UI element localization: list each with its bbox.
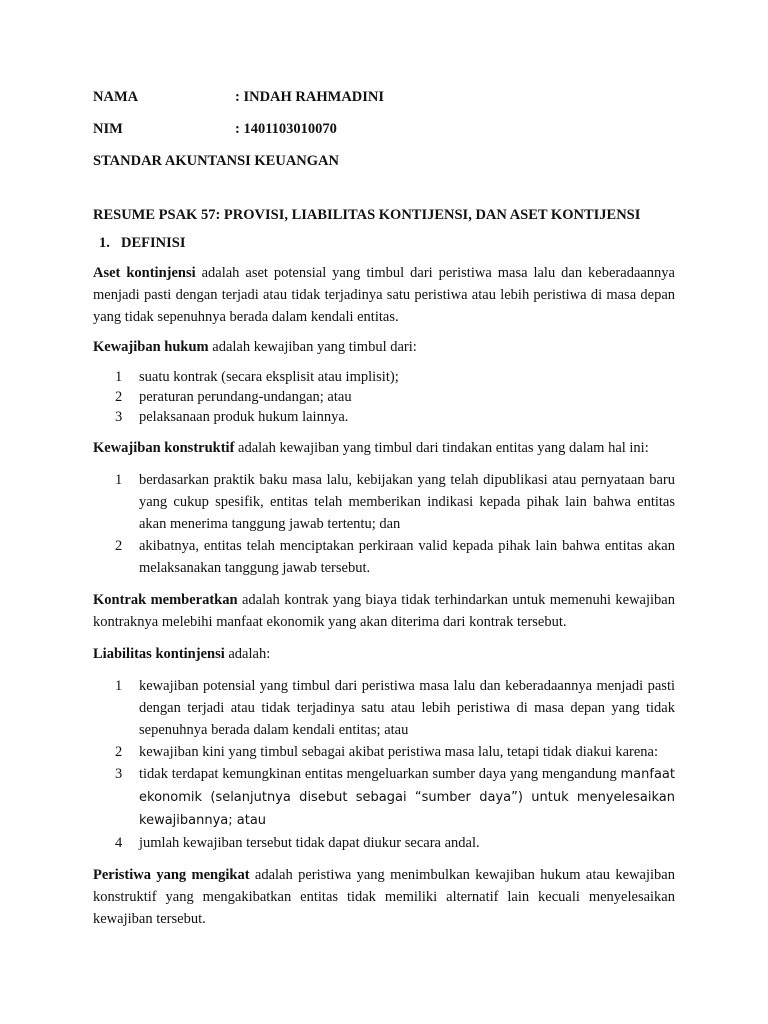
list-item: 4 jumlah kewajiban tersebut tidak dapat diukur secara andal. — [115, 835, 480, 851]
definition-text: adalah kewajiban yang timbul dari tindakan entitas yang dalam hal ini: — [234, 440, 649, 456]
definition-term: Kontrak memberatkan — [93, 592, 238, 608]
list-item: 1 kewajiban potensial yang timbul dari peristiwa masa lalu dan keberadaannya menjadi pasti dengan terjadi atau tidak terjadinya satu atau lebih peristiwa di masa depan yang tidak sepenuhnya berada dalam kendali entitas; atau — [115, 678, 675, 738]
definition-aset-kontinjensi — [93, 262, 675, 328]
definition-term: Liabilitas kontinjensi — [93, 646, 225, 662]
definition-term: Aset kontinjensi — [93, 265, 196, 281]
definition-liabilitas-kontinjensi — [93, 643, 675, 665]
name-value: : INDAH RAHMADINI — [235, 89, 385, 105]
definition-term: Peristiwa yang mengikat — [93, 867, 250, 883]
name-row — [93, 86, 675, 108]
nim-row — [93, 118, 675, 140]
section-number: 1. — [99, 235, 110, 251]
list-item: 3 tidak terdapat kemungkinan entitas mengeluarkan sumber daya yang mengandung manfaat ekonomik (selanjutnya disebut sebagai “sumber daya”) untuk menyelesaikan kewajibannya; atau — [115, 766, 675, 828]
list-item: 3 pelaksanaan produk hukum lainnya. — [115, 409, 349, 425]
definition-text: adalah: — [224, 646, 271, 662]
list-item: 1 berdasarkan praktik baku masa lalu, kebijakan yang telah dipublikasi atau pernyataan baru yang cukup spesifik, entitas telah memberikan indikasi kepada pihak lain bahwa entitas akan menerima tanggung jawab tertentu; dan — [115, 472, 675, 532]
list-item: 2 peraturan perundang-undangan; atau — [115, 389, 352, 405]
list-item: 2 akibatnya, entitas telah menciptakan perkiraan valid kepada pihak lain bahwa entitas akan melaksanakan tanggung jawab tersebut. — [115, 538, 675, 576]
liabilitas-kontinjensi-list — [93, 675, 675, 854]
definition-kewajiban-konstruktif — [93, 437, 675, 459]
nim-value: : 1401103010070 — [235, 121, 337, 137]
definition-term: Kewajiban konstruktif — [93, 440, 235, 456]
section-heading — [93, 232, 675, 254]
section-title: DEFINISI — [121, 235, 186, 251]
name-label: NAMA — [93, 89, 139, 105]
course-title: STANDAR AKUNTANSI KEUANGAN — [93, 153, 339, 169]
definition-kontrak-memberatkan — [93, 589, 675, 633]
resume-title: RESUME PSAK 57: PROVISI, LIABILITAS KONTIJENSI, DAN ASET KONTIJENSI — [93, 207, 641, 223]
definition-text: adalah kontrak yang biaya tidak terhindarkan untuk memenuhi kewajiban kontraknya melebihi manfaat ekonomik yang akan diterima dari kontrak tersebut. — [93, 592, 675, 630]
definition-peristiwa-mengikat — [93, 864, 675, 930]
kewajiban-konstruktif-list — [93, 469, 675, 579]
list-item: 2 kewajiban kini yang timbul sebagai akibat peristiwa masa lalu, tetapi tidak diakui karena: — [115, 744, 659, 760]
list-item: 1 suatu kontrak (secara eksplisit atau implisit); — [115, 369, 399, 385]
nim-label: NIM — [93, 121, 123, 137]
definition-text: adalah aset potensial yang timbul dari peristiwa masa lalu dan keberadaannya menjadi pasti dengan terjadi atau tidak terjadinya satu peristiwa atau lebih peristiwa di masa depan yang tidak sepenuhnya berada dalam kendali entitas. — [93, 265, 675, 325]
document-content — [93, 86, 675, 930]
definition-text: adalah kewajiban yang timbul dari: — [208, 339, 417, 355]
definition-term: Kewajiban hukum — [93, 339, 209, 355]
kewajiban-hukum-list — [93, 366, 675, 428]
definition-kewajiban-hukum — [93, 336, 675, 358]
definition-text: adalah peristiwa yang menimbulkan kewajiban hukum atau kewajiban konstruktif yang mengakibatkan entitas tidak memiliki alternatif lain kecuali menyelesaikan kewajiban tersebut. — [93, 867, 675, 927]
